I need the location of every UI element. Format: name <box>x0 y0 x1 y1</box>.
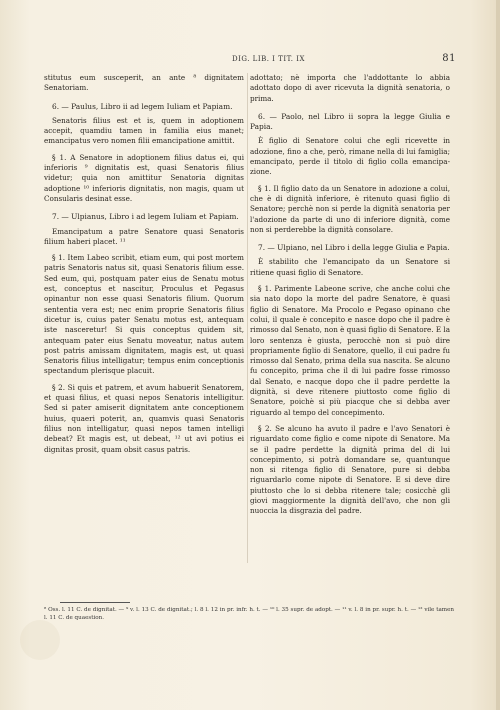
running-head: DIG. LIB. I TIT. IX <box>232 55 305 63</box>
footnote-rule <box>60 602 130 603</box>
paragraph: § 2. Se alcuno ha avuto il padre e l'avo Senatori è riguardato come figlio e come nipote di Senatore. Ma se il padre perdette la dignità prima del di lui concepimento, si potrà domandare se, quantunque non si ritenga figlio di Senatore, pure si debba riguardarlo come nipote di Senatore. E si deve dire piuttosto che lo si debba ritenere tale; cosicchè gli giovi maggiormente la dignità dell'avo, che non gli nuoccia la disgrazia del padre. <box>250 423 450 516</box>
paragraph: stitutus eum susceperit, an ante ⁸ dignitatem Senatoriam. <box>44 73 244 93</box>
page-edge <box>496 0 500 710</box>
section-heading: 7. — Ulpianus, Libro i ad legem Iuliam et Papiam. <box>52 212 239 222</box>
paragraph: Emancipatum a patre Senatore quasi Senatoris filium haberi placet. ¹¹ <box>44 226 244 246</box>
paragraph: § 1. Parimente Labeone scrive, che anche colui che sia nato dopo la morte del padre Senatore, è quasi figlio di Senatore. Ma Procolo e Pegaso opinano che colui, il quale è concepito e nasce dopo che il padre è rimosso dal Senato, non è quasi figlio di Senatore. E la loro sentenza è giusta, perocchè non si può dire propriamente figlio di Senatore, quello, il cui padre fu rimosso dal Senato, prima della sua nascita. Se alcuno fu concepito, prima che il di lui padre fosse rimosso dal Senato, e nacque dopo che il padre perdette la dignità, si deve ritenere piuttosto come figlio di Senatore, poichè si più piacque che si debba aver riguardo al tempo del concepimento. <box>250 284 450 417</box>
paragraph: § 2. Si quis et patrem, et avum habuerit Senatorem, et quasi filius, et quasi nepos Senatoris intelligitur. Sed si pater amiserit dignitatem ante conceptionem huius, quaeri poterit, an, quamvis quasi Senatoris filius non intelligatur, quasi nepos tamen intelligi debeat? Et magis est, ut debeat, ¹² ut avi potius ei dignitas prosit, quam obsit casus patris. <box>44 382 244 454</box>
section-heading: 6. — Paolo, nel Libro ii sopra la legge Giulia e Papia. <box>250 111 450 132</box>
page-number: 81 <box>442 53 456 64</box>
paragraph: § 1. Item Labeo scribit, etiam eum, qui post mortem patris Senatoris natus sit, quasi Senatoris filium esse. Sed eum, qui, postquam pater eius de Senatu motus est, conceptus et nascitur, Proculus et Pegasus opinantur non esse quasi Senatoris filium. Quorum sententia vera est; nec enim proprie Senatoris filius dicetur is, cuius pater Senatu motus est, antequam iste nasceretur! Si quis conceptus quidem sit, antequam pater eius Senatu moveatur, natus autem post patris amissam dignitatem, magis est, ut quasi Senatoris filius intelligatur; tempus enim conceptionis spectandum plerisque placuit. <box>44 253 244 376</box>
italian-column <box>250 73 450 523</box>
column-divider <box>247 73 248 563</box>
paragraph: § 1. Il figlio dato da un Senatore in adozione a colui, che è di dignità inferiore, è ritenuto quasi figlio di Senatore; perchè non si perde la dignità senatoria per l'adozione da parte di uno di inferiore dignità, come non si perderebbe la dignità consolare. <box>250 183 450 234</box>
paragraph: § 1. A Senatore in adoptionem filius datus ei, qui inferioris ⁹ dignitatis est, quasi Senatoris filius videtur; quia non amittitur Senatoria dignitas adoptione ¹⁰ inferioris dignitatis, non magis, quam ut Consularis desinat esse. <box>44 152 244 203</box>
section-heading: 7. — Ulpiano, nel Libro i della legge Giulia e Papia. <box>258 243 450 253</box>
paragraph: adottato; nè importa che l'addottante lo abbia adottato dopo di aver ricevuta la dignità senatoria, o prima. <box>250 73 450 103</box>
paragraph: È figlio di Senatore colui che egli ricevette in adozione, fino a che, però, rimane nella di lui famiglia; emancipato, perde il titolo di figlio colla emancipazione. <box>250 136 450 177</box>
latin-column <box>44 73 244 461</box>
page-header <box>40 55 460 69</box>
section-heading: 6. — Paulus, Libro ii ad legem Iuliam et Papiam. <box>52 101 233 111</box>
paper-stain <box>20 620 60 660</box>
footnote-text: ⁸ Oss. l. 11 C. de dignitat. — ⁹ v. l. 13 C. de dignitat.; l. 8 l. 12 in pr. infr. h. t. — ¹⁰ l. 35 supr. de adopt. — ¹¹ v. l. 8 in pr. supr. h. t. — ¹² vile tamen l. 11 C. de quaestion. <box>44 607 454 621</box>
paragraph: Senatoris filius est et is, quem in adoptionem accepit, quamdiu tamen in familia eius manet; emancipatus vero nomen filii emancipatione amittit. <box>44 115 244 146</box>
paragraph: È stabilito che l'emancipato da un Senatore si ritiene quasi figlio di Senatore. <box>250 257 450 277</box>
footnotes <box>44 606 454 622</box>
